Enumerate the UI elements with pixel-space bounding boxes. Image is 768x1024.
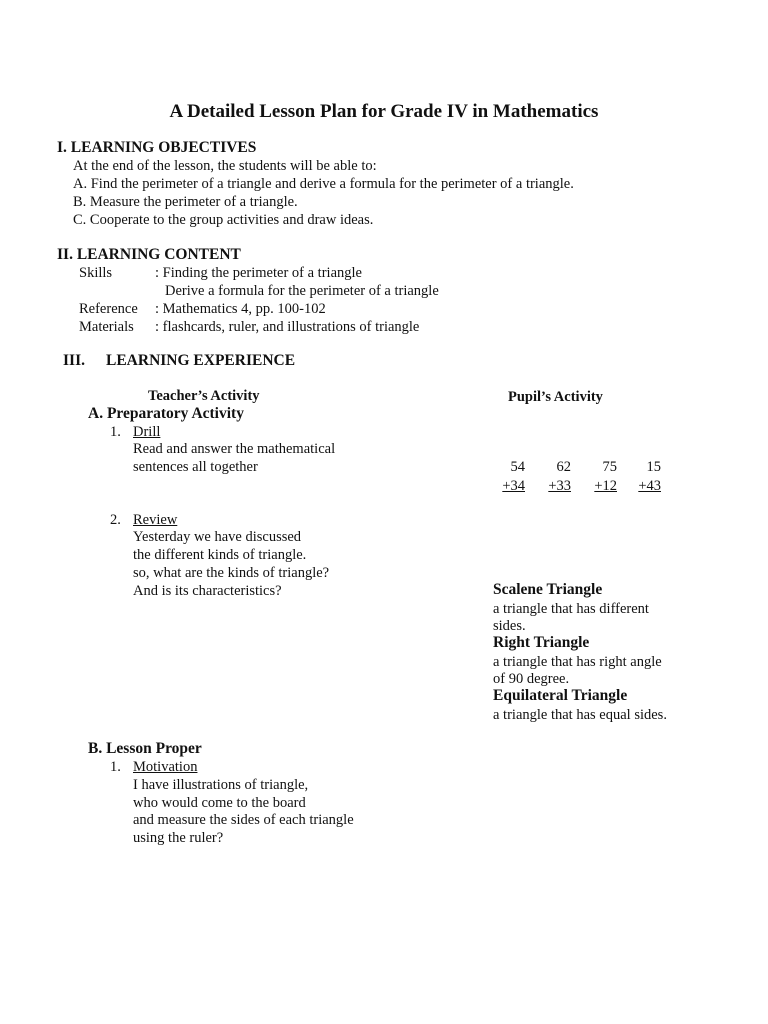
motivation-number: 1. [110,759,121,775]
drill-addend: 75 [602,459,617,475]
drill-addend: 62 [556,459,571,475]
experience-heading-number: III. [63,352,85,369]
drill-line: sentences all together [133,459,258,475]
objectives-intro: At the end of the lesson, the students will be able to: [73,158,377,174]
skills-value-2: Derive a formula for the perimeter of a triangle [165,283,439,299]
answer-line: a triangle that has different [493,601,649,617]
drill-number: 1. [110,424,121,440]
answer-title: Equilateral Triangle [493,687,628,704]
objective-item: A. Find the perimeter of a triangle and derive a formula for the perimeter of a triangle. [73,176,574,192]
answer-line: of 90 degree. [493,671,570,687]
motivation-line: who would come to the board [133,795,306,811]
objectives-heading: I. LEARNING OBJECTIVES [57,139,257,156]
motivation-label: Motivation [133,759,198,775]
review-number: 2. [110,512,121,528]
lesson-proper-heading: B. Lesson Proper [88,740,202,757]
motivation-line: I have illustrations of triangle, [133,777,309,793]
content-heading: II. LEARNING CONTENT [57,246,241,263]
review-label: Review [133,512,178,528]
answer-line: sides. [493,618,526,634]
teacher-column-header: Teacher’s Activity [148,388,260,404]
review-line: so, what are the kinds of triangle? [133,565,330,581]
drill-label: Drill [133,424,161,440]
drill-line: Read and answer the mathematical [133,441,336,457]
drill-addend: 15 [646,459,661,475]
preparatory-heading: A. Preparatory Activity [88,405,244,422]
answer-title: Right Triangle [493,634,590,651]
reference-value: : Mathematics 4, pp. 100-102 [155,301,326,317]
review-line: Yesterday we have discussed [133,529,302,545]
review-line: the different kinds of triangle. [133,547,307,563]
reference-label: Reference [79,301,138,317]
objective-item: C. Cooperate to the group activities and draw ideas. [73,212,374,228]
skills-value: : Finding the perimeter of a triangle [155,265,362,281]
materials-label: Materials [79,319,134,335]
review-line: And is its characteristics? [133,583,282,599]
answer-line: a triangle that has right angle [493,654,662,670]
experience-heading: LEARNING EXPERIENCE [106,352,296,369]
materials-value: : flashcards, ruler, and illustrations of triangle [155,319,420,335]
drill-addend: +34 [502,478,525,494]
answer-line: a triangle that has equal sides. [493,707,667,723]
drill-addend: +33 [548,478,571,494]
skills-label: Skills [79,265,113,281]
drill-addend: +43 [638,478,661,494]
drill-addend: +12 [594,478,617,494]
pupil-column-header: Pupil’s Activity [508,389,603,405]
drill-addend: 54 [510,459,525,475]
objective-item: B. Measure the perimeter of a triangle. [73,194,298,210]
motivation-line: and measure the sides of each triangle [133,812,354,828]
page-title: A Detailed Lesson Plan for Grade IV in Mathematics [169,101,599,122]
motivation-line: using the ruler? [133,830,224,846]
answer-title: Scalene Triangle [493,581,603,598]
